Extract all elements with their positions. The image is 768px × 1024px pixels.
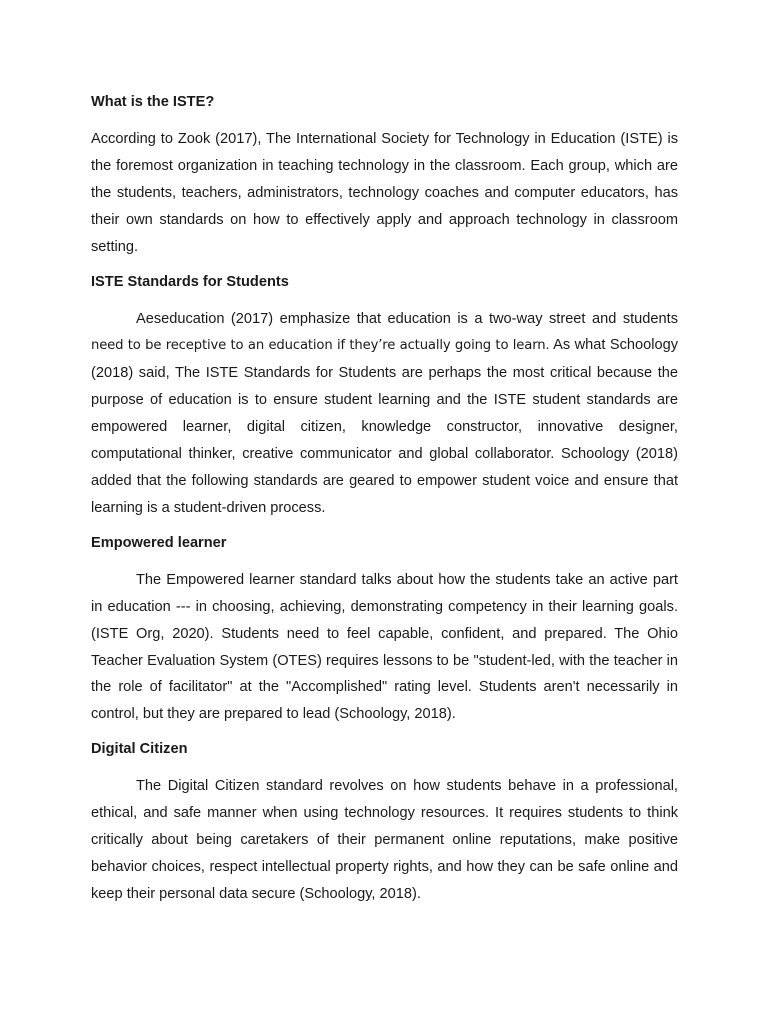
section-heading: What is the ISTE? — [91, 94, 215, 110]
section-iste-standards-for-students — [91, 272, 678, 522]
document-body — [91, 92, 678, 908]
paragraph-text: . As what Schoology (2018) said, The ISTE Standards for Students are perhaps the most critical because the purpose of education is to ensure student learning and the ISTE student standards are empowered learner, digital citizen, knowledge constructor, innovative designer, computational thinker, creative communicator and global collaborator. Schoology (2018) added that the following standards are geared to empower student voice and ensure that learning is a student-driven process. — [91, 337, 679, 516]
section-empowered-learner — [91, 533, 678, 728]
section-paragraph — [91, 306, 678, 522]
section-paragraph: The Digital Citizen standard revolves on how students behave in a professional, ethical, and safe manner when using technology resources. It requires students to think critically about being caretakers of their permanent online reputations, make positive behavior choices, respect intellectual property rights, and how they can be safe online and keep their personal data secure (Schoology, 2018). — [91, 778, 678, 902]
section-heading: Empowered learner — [91, 534, 227, 551]
quoted-phrase: need to be receptive to an education if they’re actually going to learn — [91, 338, 546, 354]
paragraph-text: Aeseducation (2017) emphasize that education is a two-way street and students — [136, 310, 678, 327]
section-heading: Digital Citizen — [91, 741, 188, 758]
section-digital-citizen — [91, 739, 678, 908]
section-heading: ISTE Standards for Students — [91, 273, 289, 290]
section-paragraph: The Empowered learner standard talks about how the students take an active part in education --- in choosing, achieving, demonstrating competency in their learning goals. (ISTE Org, 2020). Students need to feel capable, confident, and prepared. The Ohio Teacher Evaluation System (OTES) requires lessons to be "student-led, with the teacher in the role of facilitator" at the "Accomplished" rating level. Students aren't necessarily in control, but they are prepared to lead (Schoology, 2018). — [91, 571, 678, 723]
section-what-is-iste — [91, 92, 678, 261]
section-paragraph: According to Zook (2017), The International Society for Technology in Education (ISTE) is the foremost organization in teaching technology in the classroom. Each group, which are the students, teachers, administrators, technology coaches and computer educators, has their own standards on how to effectively apply and approach technology in classroom setting. — [91, 131, 678, 255]
